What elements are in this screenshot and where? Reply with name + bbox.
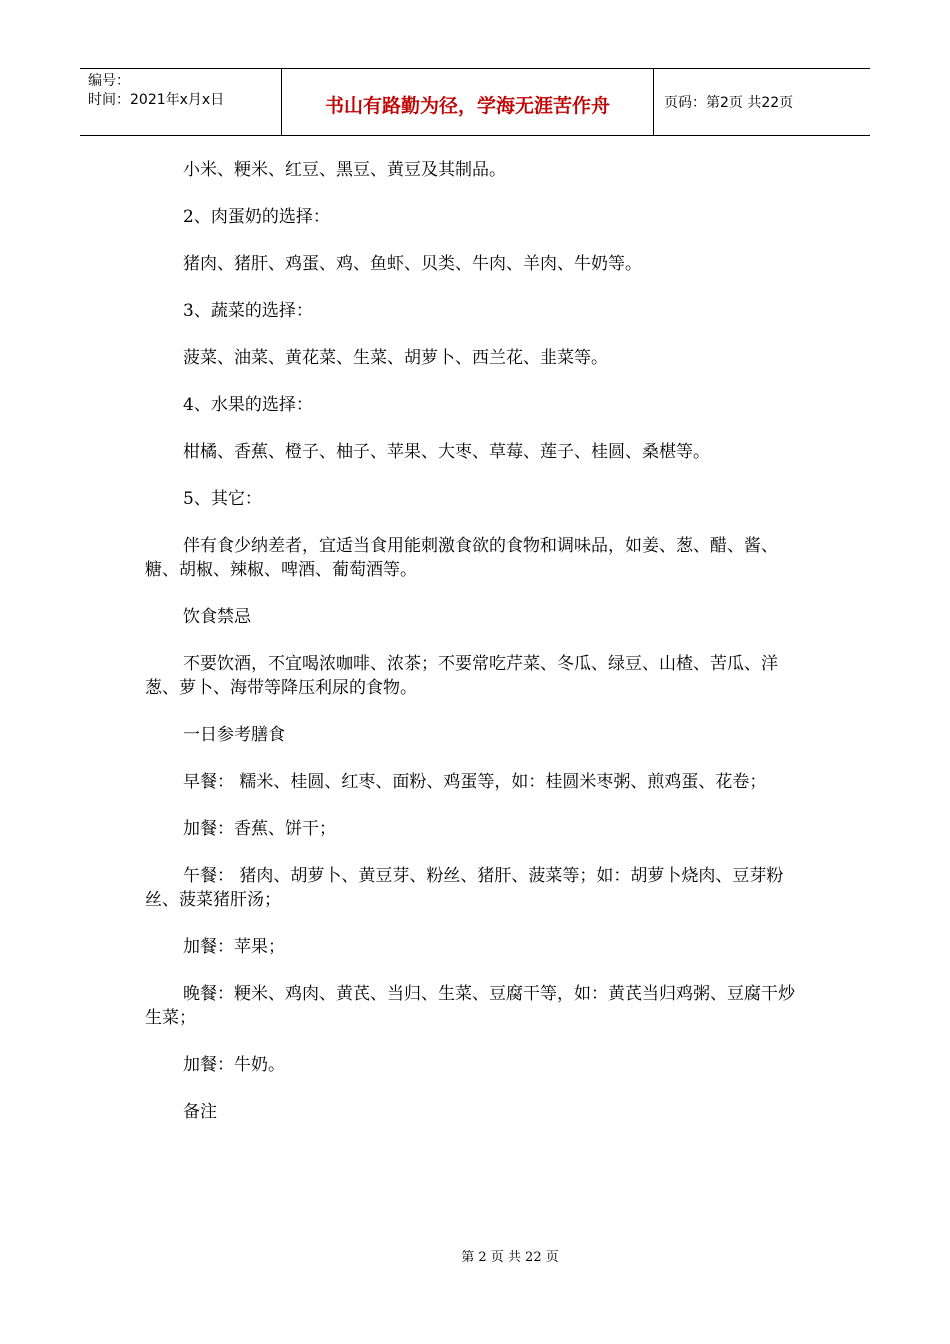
- paragraph: 加餐：苹果；: [183, 937, 285, 957]
- header-page-info: 页码：第2页 共22页: [664, 95, 794, 111]
- paragraph: 伴有食少纳差者，宜适当食用能刺激食欲的食物和调味品，如姜、葱、醋、酱、糖、胡椒、辣椒、啤酒、葡萄酒等。: [145, 536, 778, 580]
- paragraph: 5、其它：: [183, 489, 262, 509]
- paragraph: 备注: [183, 1102, 217, 1122]
- page-footer: 第 2 页 共 22 页: [461, 1250, 559, 1265]
- paragraph: 2、肉蛋奶的选择：: [183, 207, 330, 227]
- page-header: [80, 68, 870, 136]
- header-motto: 书山有路勤为径，学海无涯苦作舟: [282, 69, 654, 135]
- paragraph: 加餐：香蕉、饼干；: [183, 819, 336, 839]
- paragraph: 小米、粳米、红豆、黑豆、黄豆及其制品。: [183, 160, 506, 180]
- paragraph: 4、水果的选择：: [183, 395, 313, 415]
- header-meta: [80, 69, 282, 135]
- paragraph: 猪肉、猪肝、鸡蛋、鸡、鱼虾、贝类、牛肉、羊肉、牛奶等。: [183, 254, 642, 274]
- paragraph: 午餐： 猪肉、胡萝卜、黄豆芽、粉丝、猪肝、菠菜等；如：胡萝卜烧肉、豆芽粉丝、菠菜猪肝汤；: [145, 866, 784, 910]
- paragraph: 一日参考膳食: [183, 725, 285, 745]
- paragraph: 3、蔬菜的选择：: [183, 301, 313, 321]
- document-body: [145, 158, 805, 1147]
- code-label: 编号：: [88, 73, 130, 89]
- paragraph: 菠菜、油菜、黄花菜、生菜、胡萝卜、西兰花、韭菜等。: [183, 348, 608, 368]
- paragraph: 加餐：牛奶。: [183, 1055, 285, 1075]
- paragraph: 柑橘、香蕉、橙子、柚子、苹果、大枣、草莓、莲子、桂圆、桑椹等。: [183, 442, 710, 462]
- paragraph: 早餐： 糯米、桂圆、红枣、面粉、鸡蛋等，如：桂圆米枣粥、煎鸡蛋、花卷；: [183, 772, 767, 792]
- paragraph: 晚餐：粳米、鸡肉、黄芪、当归、生菜、豆腐干等，如：黄芪当归鸡粥、豆腐干炒生菜；: [145, 984, 795, 1028]
- time-label: 时间：2021年x月x日: [88, 92, 225, 108]
- paragraph: 不要饮酒，不宜喝浓咖啡、浓茶；不要常吃芹菜、冬瓜、绿豆、山楂、苦瓜、洋葱、萝卜、海带等降压利尿的食物。: [145, 654, 778, 698]
- paragraph: 饮食禁忌: [183, 607, 251, 627]
